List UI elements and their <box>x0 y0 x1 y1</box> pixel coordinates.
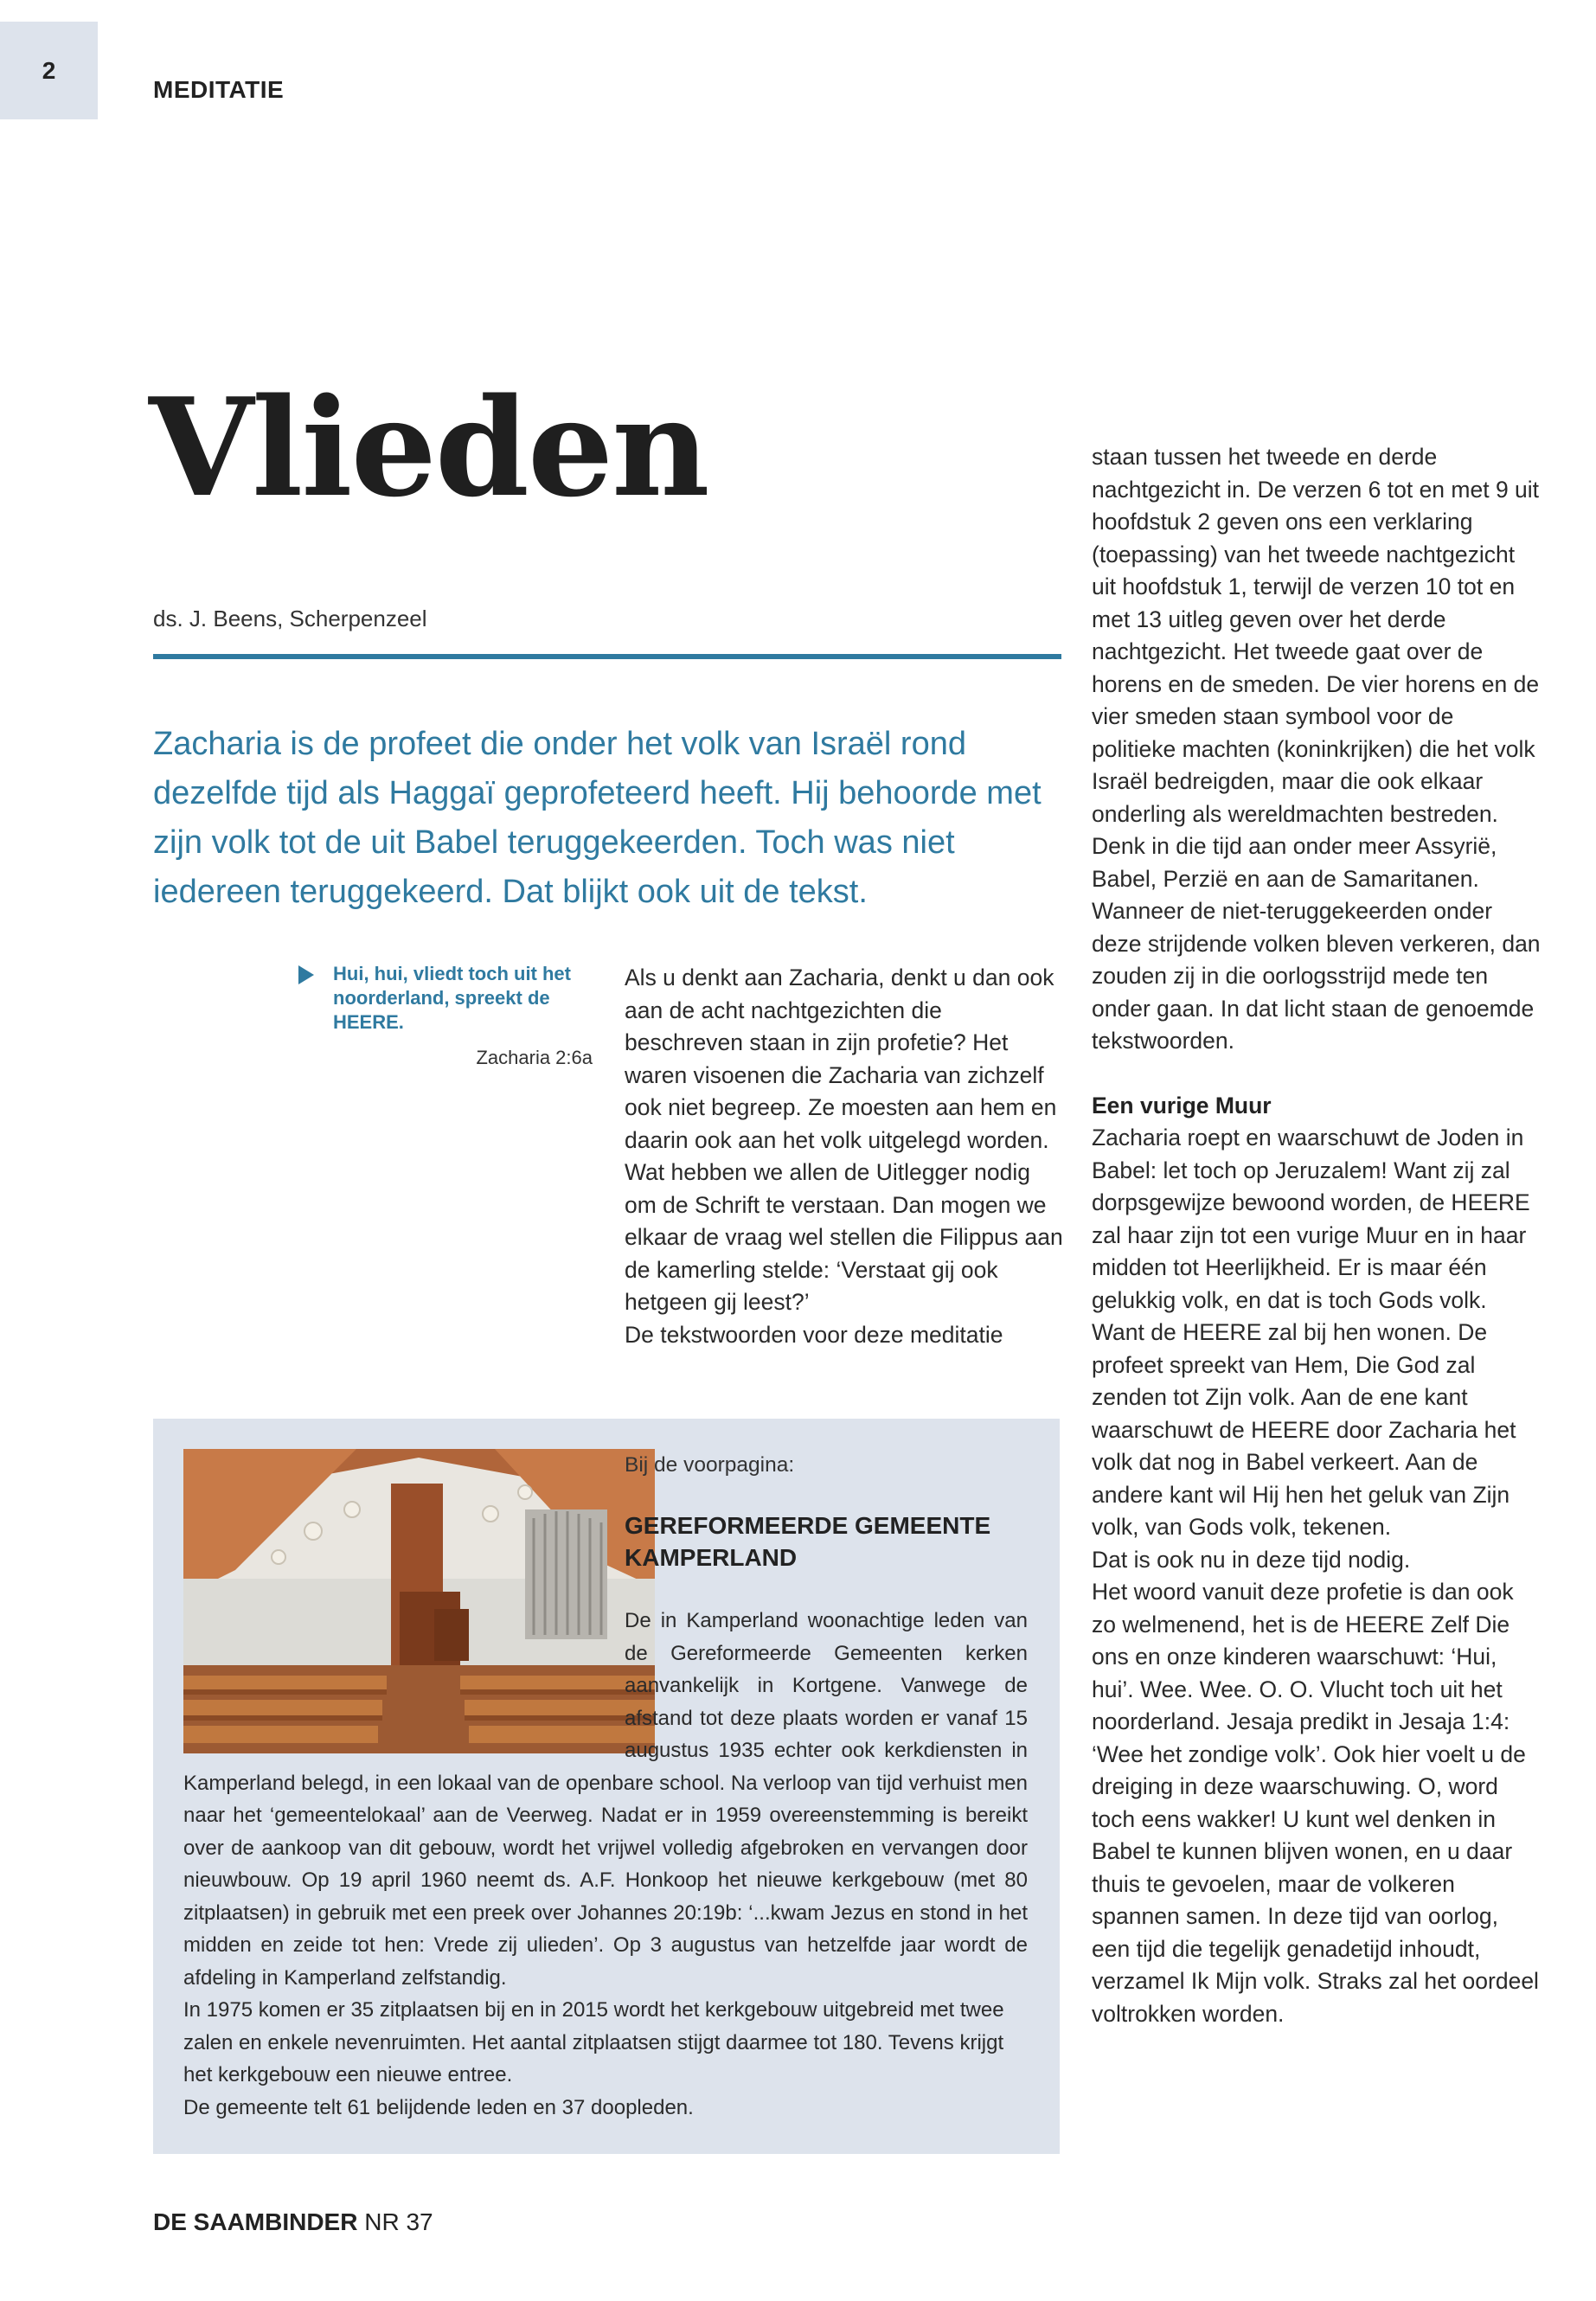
pull-quote <box>298 962 593 1069</box>
article-author: ds. J. Beens, Scherpenzeel <box>153 606 427 631</box>
page-number <box>0 22 98 119</box>
body-paragraph: staan tussen het tweede en derde nachtgezicht in. De verzen 6 tot en met 9 uit hoofdstuk 2 geven ons een verklaring (toepassing) van het tweede nachtgezicht uit hoofdstuk 1, terwijl de verzen 10 tot en met 13 uitleg geven over het derde nachtgezicht. Het tweede gaat over de horens en de smeden. De vier horens en de vier smeden staan symbool voor de politieke machten (koninkrijken) die het volk Israël bedreigden, maar die ook elkaar onderling als wereldmachten bestreden. Denk in die tijd aan onder meer Assyrië, Babel, Perzië en aan de Samaritanen. Wanneer de niet-teruggekeerden onder deze strijdende volken bleven verkeren, dan zouden zij in die oorlogsstrijd mede ten onder gaan. In dat licht staan de genoemde tekstwoorden. <box>1092 444 1541 1054</box>
box-paragraph: In 1975 komen er 35 zitplaatsen bij en in 2015 wordt het kerkgebouw uitgebreid met twee zalen en enkele nevenruimten. Het aantal zitplaatsen stijgt daarmee tot 180. Tevens krijgt het kerkgebouw een nieuwe entree. <box>183 1998 1004 2086</box>
article-lead: Zacharia is de profeet die onder het volk van Israël rond dezelfde tijd als Haggaï geprofeteerd heeft. Hij behoorde met zijn volk tot de uit Babel teruggekeerden. Toch was niet iedereen teruggekeerd. Dat blijkt ook uit de tekst. <box>153 726 1042 910</box>
body-paragraph: Zacharia roept en waarschuwt de Joden in Babel: let toch op Jeruzalem! Want zij zal dorpsgewijze bewoond worden, de HEERE zal haar zijn tot een vurige Muur en in haar midden tot Heerlijkheid. Er is maar één gelukkig volk, en dat is toch Gods volk. Want de HEERE zal bij hen wonen. De profeet spreekt van Hem, Die God zal zenden tot Zijn volk. Aan de ene kant waarschuwt de HEERE door Zacharia het volk dat nog in Babel verkeert. Aan de andere kant wil Hij hen het geluk van Zijn volk, van Gods volk, tekenen. <box>1092 1125 1530 1540</box>
box-paragraph: De in Kamperland woonachtige leden van de Gereformeerde Gemeenten kerken aanvankelijk in Kortgene. Vanwege de afstand tot deze plaats worden er vanaf 15 augustus 1935 echter ook kerkdiensten in Kamperland belegd, in een lokaal van de openbare school. Na verloop van tijd verhuist men naar het ‘gemeentelokaal’ aan de Veerweg. Nadat er in 1959 overeenstemming is bereikt over de aankoop van dit gebouw, wordt het vrijwel volledig afgebroken en vervangen door nieuwbouw. Op 19 april 1960 neemt ds. A.F. Honkoop het nieuwe kerkgebouw (met 80 zitplaatsen) in gebruik met een preek over Johannes 20:19b: ‘...kwam Jezus en stond in het midden en zeide tot hen: Vrede zij ulieden’. Op 3 augustus van hetzelfde jaar wordt de afdeling in Kamperland zelfstandig. <box>183 1609 1028 1990</box>
box-text <box>183 1605 1028 2124</box>
body-paragraph: Dat is ook nu in deze tijd nodig. <box>1092 1546 1411 1573</box>
issue-number: NR 37 <box>364 2208 433 2235</box>
body-paragraph: Het woord vanuit deze profetie is dan ook zo welmenend, het is de HEERE Zelf Die ons en onze kinderen waarschuwt: ‘Hui, hui’. Wee. Wee. O. O. Vlucht toch uit het noorderland. Jesaja predikt in Jesaja 1:4: ‘Wee het zondige volk’. Ook hier voelt u de dreiging in deze waarschuwing. O, word toch eens wakker! U kunt wel denken in Babel te kunnen blijven wonen, en u daar thuis te gevoelen, maar de volkeren spannen samen. In deze tijd van oorlog, een tijd die tegelijk genadetijd inhoudt, verzamel Ik Mijn volk. Straks zal het oordeel voltrokken worden. <box>1092 1579 1539 2027</box>
box-paragraph: De gemeente telt 61 belijdende leden en 37 doopleden. <box>183 2095 694 2119</box>
section-label: MEDITATIE <box>153 76 285 103</box>
body-column-middle <box>625 962 1066 1351</box>
article-title: Vlieden <box>149 369 708 527</box>
subheading: Een vurige Muur <box>1092 1092 1272 1118</box>
quote-reference: Zacharia 2:6a <box>476 1047 593 1068</box>
page-footer <box>153 2208 433 2236</box>
body-paragraph: De tekstwoorden voor deze meditatie <box>625 1321 1003 1348</box>
box-heading: GEREFORMEERDE GEMEENTE KAMPERLAND <box>625 1512 991 1571</box>
cover-info-box <box>153 1419 1060 2154</box>
body-column-right <box>1092 441 1542 2030</box>
publication-name: DE SAAMBINDER <box>153 2208 358 2235</box>
title-divider <box>153 654 1061 659</box>
body-paragraph: Als u denkt aan Zacharia, denkt u dan ook aan de acht nachtgezichten die beschreven staan in zijn profetie? Het waren visoenen die Zacharia van zichzelf ook niet begreep. Ze moesten aan hem en daarin ook aan het volk uitgelegd worden. Wat hebben we allen de Uitlegger nodig om de Schrift te verstaan. Dan mogen we elkaar de vraag wel stellen die Filippus aan de kamerling stelde: ‘Verstaat gij ook hetgeen gij leest?’ <box>625 965 1063 1315</box>
quote-text: Hui, hui, vliedt toch uit het noorderland, spreekt de HEERE. <box>333 963 571 1033</box>
box-label: Bij de voorpagina: <box>625 1453 795 1477</box>
photo-wrap-spacer <box>183 1605 625 1753</box>
triangle-bullet-icon <box>298 965 314 984</box>
page-number-text: 2 <box>42 56 56 84</box>
